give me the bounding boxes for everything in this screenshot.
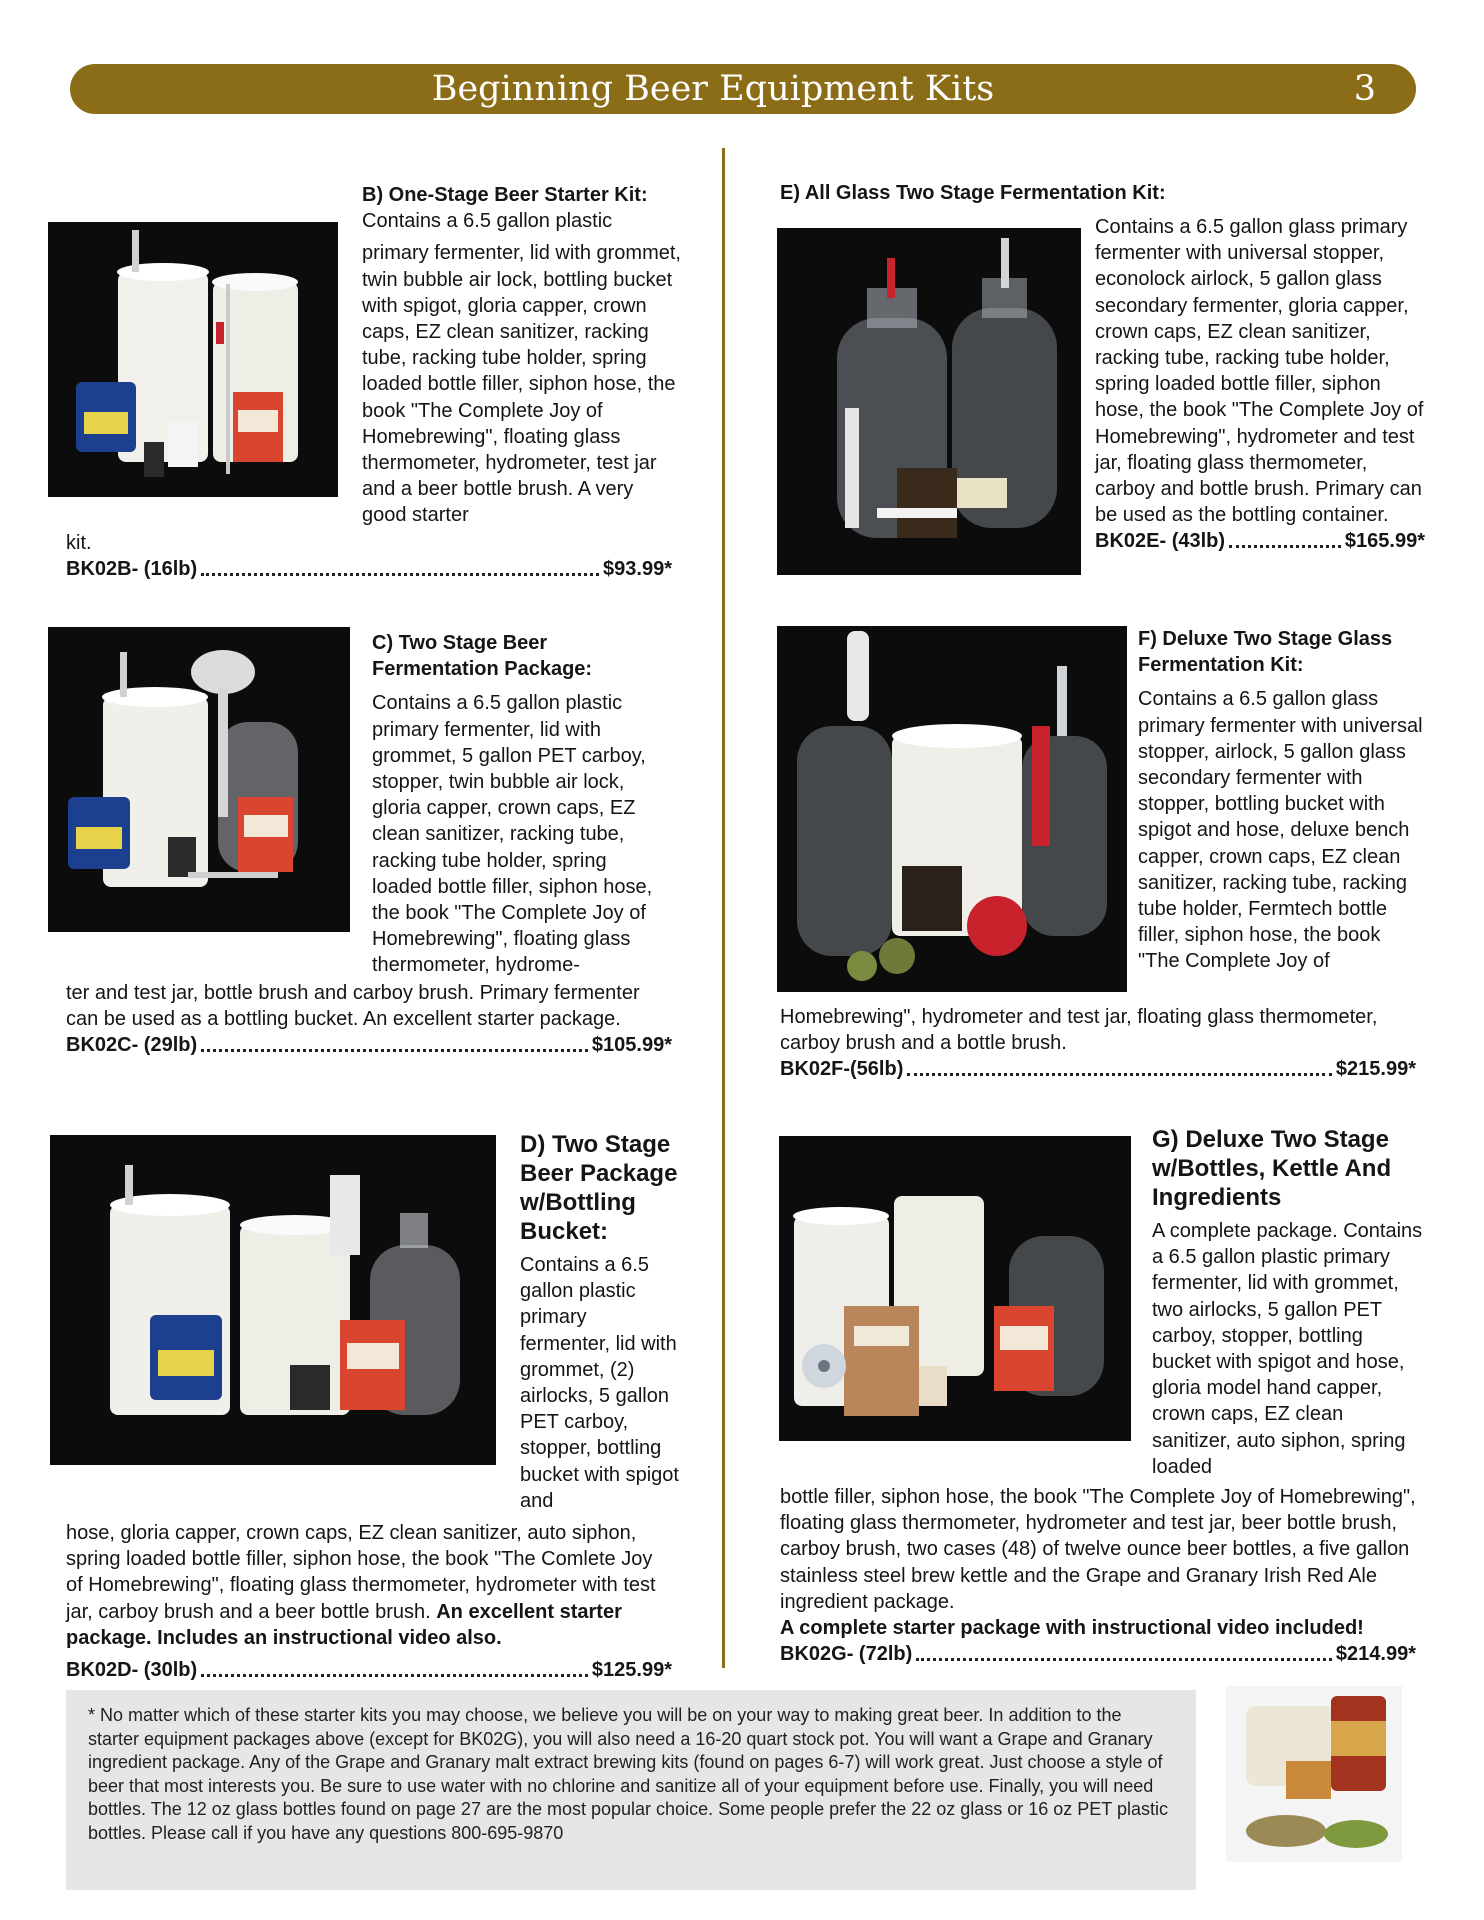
- kit-e-text-right: [1095, 214, 1425, 554]
- kit-g-text-right: [1152, 1125, 1427, 1480]
- kit-g-tail: bottle filler, siphon hose, the book "The Complete Joy of Homebrewing", floating glass thermometer, hydrometer and test jar, beer bottle brush, carboy brush, two cases (48) of twelve ounce beer bottles, a five gallon stainless steel brew kettle and the Grape and Granary Irish Red Ale ingredient package.: [780, 1486, 1416, 1613]
- kit-g-sku: BK02G- (72lb): [780, 1643, 913, 1666]
- kit-c-price: $105.99*: [591, 1034, 672, 1057]
- kit-e-title: E) All Glass Two Stage Fermentation Kit:: [780, 182, 1166, 204]
- kit-f-sku: BK02F-(56lb): [780, 1058, 904, 1081]
- kit-d-price: $125.99*: [591, 1659, 672, 1682]
- kit-c-price-row: [66, 1032, 672, 1058]
- kit-e-leader: [1229, 545, 1341, 548]
- kit-d-bottom: [66, 1520, 672, 1683]
- kit-g-title: G) Deluxe Two Stage w/Bottles, Kettle And Ingredients: [1152, 1126, 1392, 1211]
- kit-d-tail-wrap: [66, 1520, 672, 1651]
- kit-f-leader: [907, 1073, 1332, 1076]
- kit-c-sku: BK02C- (29lb): [66, 1034, 198, 1057]
- kit-d-leader: [201, 1674, 588, 1677]
- footer-note: * No matter which of these starter kits you may choose, we believe you will be on your way to making great beer. In addition to the starter equipment packages above (except for BK02G), you will also need a 16-20 quart stock pot. You will want a Grape and Granary ingredient package. Any of the Grape and Granary malt extract brewing kits (found on pages 6-7) will work great. Just choose a style of beer that most interests you. Be sure to use water with no chlorine and sanitize all of your equipment before use. Finally, you will need bottles. The 12 oz glass bottles found on page 27 are the most popular choice. Some people prefer the 22 oz glass or 16 oz PET plastic bottles. Please call if you have any questions 800-695-9870: [88, 1705, 1168, 1843]
- kit-g-photo: [779, 1136, 1131, 1441]
- kit-c-photo: [48, 627, 350, 932]
- kit-b-leader: [201, 573, 599, 576]
- kit-b-title: B) One-Stage Beer Starter Kit:: [362, 184, 648, 206]
- kit-f-illustration: [777, 626, 1127, 992]
- kit-b-illustration: [48, 222, 338, 497]
- kit-f-tail: Homebrewing", hydrometer and test jar, floating glass thermometer, carboy brush and a bottle brush.: [780, 1006, 1378, 1055]
- kit-c-title: C) Two Stage Beer Fermentation Package:: [372, 632, 593, 681]
- kit-d-tail-bold: An excellent starter package. Includes an instructional video also.: [66, 1600, 622, 1649]
- kit-e-price: $165.99*: [1344, 530, 1425, 553]
- kit-c-tail: ter and test jar, bottle brush and carboy brush. Primary fermenter can be used as a bottling bucket. An excellent starter package.: [66, 982, 640, 1031]
- kit-b-sku: BK02B- (16lb): [66, 558, 198, 581]
- kit-d-text-right: [520, 1130, 680, 1514]
- ingredients-illustration: [1226, 1686, 1402, 1862]
- kit-b-price-row: [66, 556, 672, 582]
- kit-d-sku: BK02D- (30lb): [66, 1659, 198, 1682]
- kit-e-photo: [777, 228, 1081, 575]
- kit-g-leader: [916, 1658, 1332, 1661]
- kit-e-sku: BK02E- (43lb): [1095, 530, 1226, 553]
- kit-d-body: Contains a 6.5 gallon plastic primary fermenter, lid with grommet, (2) airlocks, 5 gallon PET carboy, stopper, bottling bucket with spigot and: [520, 1254, 679, 1512]
- page-title: Beginning Beer Equipment Kits: [431, 69, 995, 109]
- kit-e-price-row: [1095, 528, 1425, 554]
- kit-g-illustration: [779, 1136, 1131, 1441]
- kit-f-bottom: [780, 1004, 1416, 1082]
- kit-c-bottom: [66, 980, 672, 1058]
- kit-b-line1: Contains a 6.5 gallon plastic: [362, 210, 613, 233]
- kit-b-photo: [48, 222, 338, 497]
- kit-f-price: $215.99*: [1335, 1058, 1416, 1081]
- ingredients-photo: [1226, 1686, 1402, 1862]
- kit-f-price-row: [780, 1056, 1416, 1082]
- kit-g-bottom: [780, 1484, 1416, 1667]
- kit-c-text-right: [372, 630, 672, 979]
- kit-c-body: Contains a 6.5 gallon plastic primary fermenter, lid with grommet, 5 gallon PET carboy, stopper, twin bubble air lock, gloria capper, crown caps, EZ clean sanitizer, racking tube, racking tube holder, spring loaded bottle filler, siphon hose, the book "The Complete Joy of Homebrewing", floating glass thermometer, hydrome-: [372, 692, 653, 977]
- kit-b-text-right: [362, 182, 682, 529]
- kit-e-illustration: [777, 228, 1081, 575]
- page-number: 3: [1353, 69, 1376, 109]
- page-header: [70, 64, 1416, 114]
- kit-b-body: primary fermenter, lid with grommet, twin bubble air lock, bottling bucket with spigot, gloria capper, crown caps, EZ clean sanitizer, racking tube, racking tube holder, spring loaded bottle filler, siphon hose, the book "The Complete Joy of Homebrewing", floating glass thermometer, hydrometer, test jar and a beer bottle brush. A very good starter: [362, 242, 681, 527]
- kit-d-photo: [50, 1135, 496, 1465]
- footer-note-box: [66, 1690, 1196, 1890]
- kit-d-title: D) Two Stage Beer Package w/Bottling Bucket:: [520, 1131, 678, 1245]
- kit-d-price-row: [66, 1657, 672, 1683]
- kit-b-price: $93.99*: [603, 558, 672, 581]
- kit-g-price: $214.99*: [1335, 1643, 1416, 1666]
- kit-c-leader: [201, 1049, 588, 1052]
- kit-f-body: Contains a 6.5 gallon glass primary fermenter with universal stopper, airlock, 5 gallon glass secondary fermenter with stopper, bottling bucket with spigot and hose, deluxe bench capper, crown caps, EZ clean sanitizer, racking tube, racking tube holder, Fermtech bottle filler, siphon hose, the book "The Complete Joy of: [1138, 688, 1423, 973]
- kit-e-body: Contains a 6.5 gallon glass primary fermenter with universal stopper, econolock airlock, 5 gallon glass secondary fermenter, gloria capper, crown caps, EZ clean sanitizer, racking tube, racking tube holder, spring loaded bottle filler, siphon hose, the book "The Complete Joy of Homebrewing", hydrometer and test jar, floating glass thermometer, carboy and bottle brush. Primary can be used as the bottling container.: [1095, 216, 1424, 527]
- column-divider: [722, 148, 725, 1668]
- kit-b-tail: kit.: [66, 532, 92, 554]
- kit-d-illustration: [50, 1135, 496, 1465]
- kit-f-title: F) Deluxe Two Stage Glass Fermentation Kit:: [1138, 628, 1393, 677]
- kit-f-photo: [777, 626, 1127, 992]
- kit-c-illustration: [48, 627, 350, 932]
- kit-d-tail: hose, gloria capper, crown caps, EZ clean sanitizer, auto siphon, spring loaded bottle filler, siphon hose, the book "The Comlete Joy of Homebrewing", floating glass thermometer, hydrometer with test jar, carboy brush and a beer bottle brush.: [66, 1522, 656, 1623]
- kit-g-price-row: [780, 1641, 1416, 1667]
- kit-g-tail-bold: A complete starter package with instructional video included!: [780, 1617, 1364, 1640]
- kit-b-bottom: [66, 530, 672, 582]
- kit-g-body: A complete package. Contains a 6.5 gallon plastic primary fermenter, lid with grommet, two airlocks, 5 gallon PET carboy, stopper, bottling bucket with spigot and hose, gloria model hand capper, crown caps, EZ clean sanitizer, auto siphon, spring loaded: [1152, 1220, 1423, 1478]
- kit-e-title-block: [780, 180, 1420, 206]
- kit-f-text-right: [1138, 626, 1423, 975]
